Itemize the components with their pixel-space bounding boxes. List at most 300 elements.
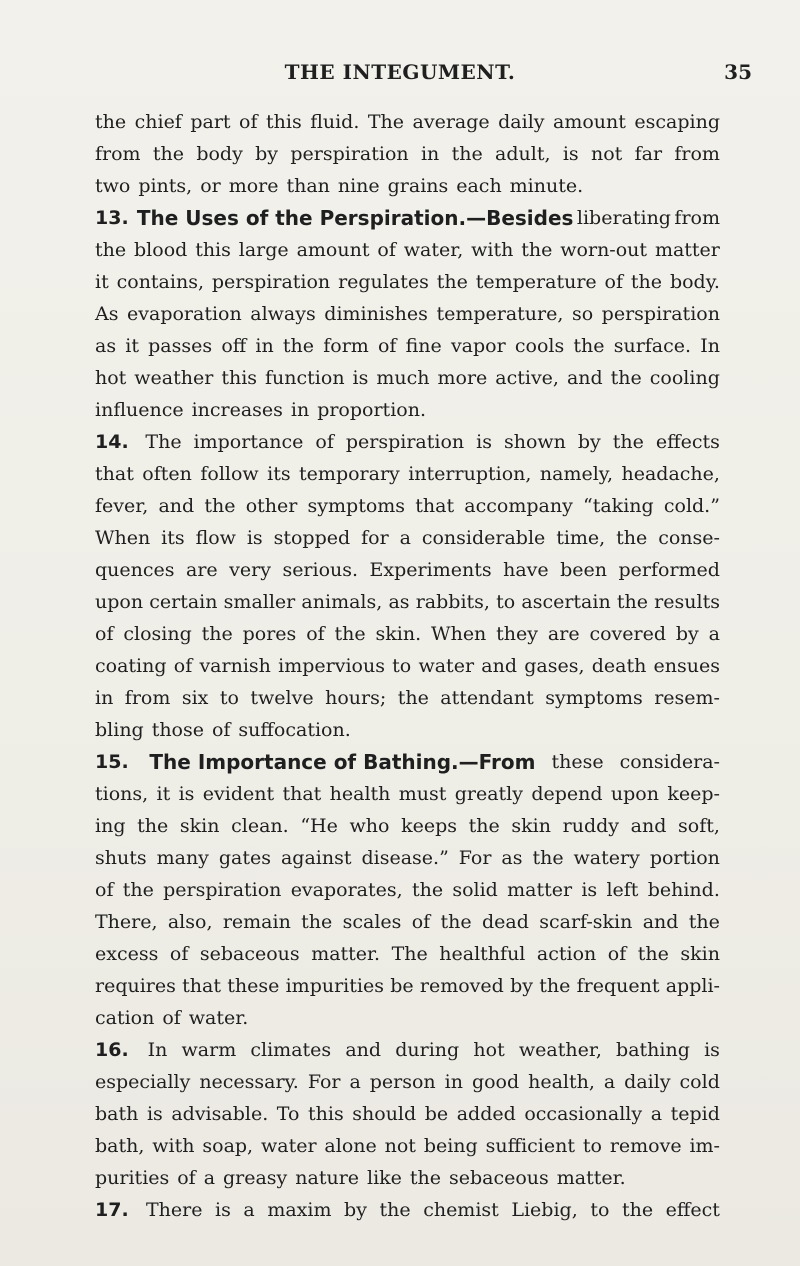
word: than xyxy=(286,175,330,197)
word: is xyxy=(352,367,369,389)
word: each xyxy=(456,175,502,197)
word: is xyxy=(215,1199,231,1221)
text-line xyxy=(95,810,720,842)
word: these xyxy=(227,975,280,997)
word: purities xyxy=(95,1167,170,1189)
word: body. xyxy=(669,271,720,293)
word: from xyxy=(95,143,141,165)
word: keep- xyxy=(667,783,720,805)
word: from xyxy=(674,207,720,229)
word: health xyxy=(329,783,391,805)
word: the xyxy=(95,111,127,133)
word: soap, xyxy=(202,1135,254,1157)
text-line xyxy=(95,842,720,874)
word: of xyxy=(95,623,114,645)
word: increases xyxy=(191,399,283,421)
word: it xyxy=(156,783,171,805)
word: headache, xyxy=(621,463,720,485)
word: In xyxy=(700,335,720,357)
text-line xyxy=(95,1194,720,1226)
word: that xyxy=(95,463,134,485)
word: the xyxy=(409,1167,442,1189)
word: of xyxy=(607,943,627,965)
word: matter xyxy=(654,239,720,261)
word: the xyxy=(411,879,444,901)
word: six xyxy=(181,687,209,709)
text-line xyxy=(95,170,720,202)
word: matter. xyxy=(556,1167,626,1189)
word: clean. xyxy=(231,815,289,837)
word: flow xyxy=(195,527,236,549)
word: the xyxy=(688,911,720,933)
word: bling xyxy=(95,719,144,741)
word: who xyxy=(349,815,390,837)
running-head xyxy=(40,60,760,88)
word: good xyxy=(471,1071,520,1093)
word: ing xyxy=(95,815,126,837)
word: person xyxy=(369,1071,436,1093)
word: “taking xyxy=(583,495,654,517)
word: pints, xyxy=(138,175,193,197)
text-line xyxy=(95,106,720,138)
word: those xyxy=(151,719,204,741)
word: of xyxy=(604,271,624,293)
word: the xyxy=(637,943,669,965)
word: There xyxy=(145,1199,203,1221)
word: to xyxy=(392,655,412,677)
word: considerable xyxy=(421,527,546,549)
word: a xyxy=(243,1199,255,1221)
word: action xyxy=(536,943,597,965)
word: of xyxy=(95,879,114,901)
word: of xyxy=(173,655,193,677)
word: the xyxy=(204,495,236,517)
word: much xyxy=(376,367,430,389)
word: temperature, xyxy=(436,303,564,325)
word: proportion. xyxy=(317,399,426,421)
word: of xyxy=(315,431,334,453)
text-line xyxy=(95,874,720,906)
paragraph-number: 14. xyxy=(95,431,129,453)
word: coating xyxy=(95,655,167,677)
word: this xyxy=(266,111,302,133)
word: the xyxy=(451,143,483,165)
word: nine xyxy=(337,175,380,197)
word: grains xyxy=(387,175,449,197)
word: to xyxy=(219,687,239,709)
word: ascertain xyxy=(521,591,611,613)
word: water. xyxy=(188,1007,249,1029)
text-line xyxy=(95,906,720,938)
word: to xyxy=(582,1135,602,1157)
word: temperature xyxy=(475,271,597,293)
word: being xyxy=(423,1135,478,1157)
word: cold.” xyxy=(663,495,720,517)
word: and xyxy=(566,367,603,389)
word: watery xyxy=(573,847,640,869)
word: effects xyxy=(655,431,720,453)
word: There, xyxy=(95,911,158,933)
word: animals, xyxy=(301,591,383,613)
word: by xyxy=(577,431,601,453)
word: the xyxy=(521,239,553,261)
word: tions, xyxy=(95,783,149,805)
word: the xyxy=(610,367,642,389)
text-line xyxy=(95,618,720,650)
word: alone xyxy=(324,1135,377,1157)
word: evident xyxy=(202,783,275,805)
word: body xyxy=(196,143,243,165)
text-line xyxy=(95,746,720,778)
word: skin xyxy=(511,815,551,837)
word: the xyxy=(440,911,472,933)
word: the xyxy=(397,687,429,709)
word: bath xyxy=(95,1103,139,1125)
word: been xyxy=(560,559,607,581)
word: tepid xyxy=(670,1103,720,1125)
word: this xyxy=(308,1103,344,1125)
word: upon xyxy=(95,591,144,613)
text-line xyxy=(95,234,720,266)
word: water xyxy=(260,1135,317,1157)
section-heading: The Importance of Bathing.—From xyxy=(149,750,536,774)
word: of xyxy=(306,623,325,645)
text-line xyxy=(95,1002,720,1034)
word: fever, xyxy=(95,495,149,517)
word: dead xyxy=(481,911,529,933)
word: cooling xyxy=(649,367,720,389)
word: bath, xyxy=(95,1135,145,1157)
word: symptoms xyxy=(545,687,643,709)
word: remain xyxy=(222,911,291,933)
word: The xyxy=(145,431,182,453)
word: closing xyxy=(123,623,192,645)
word: daily xyxy=(498,111,545,133)
word: is xyxy=(246,527,263,549)
word: scales xyxy=(342,911,402,933)
word: attendant xyxy=(440,687,534,709)
word: is xyxy=(178,783,195,805)
word: greasy xyxy=(222,1167,288,1189)
word: chemist xyxy=(423,1199,499,1221)
word: scarf-skin xyxy=(539,911,633,933)
text-line xyxy=(95,778,720,810)
word: impurities xyxy=(285,975,384,997)
section-heading: The Uses of the Perspiration.—Besides xyxy=(136,206,574,230)
text-line xyxy=(95,298,720,330)
word: the xyxy=(201,623,233,645)
word: by xyxy=(675,623,699,645)
word: is xyxy=(476,431,492,453)
text-line xyxy=(95,202,720,234)
word: liberating xyxy=(576,207,671,229)
word: importance xyxy=(193,431,304,453)
word: is xyxy=(562,143,579,165)
text-line xyxy=(95,522,720,554)
word: shown xyxy=(503,431,566,453)
word: surface. xyxy=(613,335,692,357)
word: shuts xyxy=(95,847,147,869)
word: often xyxy=(142,463,192,485)
word: death xyxy=(591,655,647,677)
word: quences xyxy=(95,559,175,581)
word: results xyxy=(654,591,720,613)
word: The xyxy=(367,111,405,133)
word: the xyxy=(379,1199,411,1221)
word: part xyxy=(190,111,231,133)
paragraph-number: 17. xyxy=(95,1199,129,1221)
word: large xyxy=(238,239,289,261)
word: passes xyxy=(148,335,213,357)
word: keeps xyxy=(401,815,458,837)
word: fluid. xyxy=(310,111,360,133)
word: a xyxy=(603,1071,616,1093)
text-line xyxy=(95,938,720,970)
word: When xyxy=(431,623,487,645)
text-line xyxy=(95,1066,720,1098)
word: requires xyxy=(95,975,176,997)
word: nature xyxy=(295,1167,360,1189)
word: as xyxy=(501,847,523,869)
word: regulates xyxy=(338,271,429,293)
word: this xyxy=(195,239,231,261)
word: amount xyxy=(296,239,370,261)
word: of xyxy=(211,719,231,741)
word: a xyxy=(650,1103,663,1125)
word: to xyxy=(590,1199,610,1221)
word: skin. xyxy=(375,623,422,645)
word: that xyxy=(415,495,455,517)
word: follow xyxy=(200,463,259,485)
text-line xyxy=(95,586,720,618)
word: frequent xyxy=(576,975,660,997)
word: daily xyxy=(624,1071,671,1093)
word: with xyxy=(471,239,514,261)
word: like xyxy=(367,1167,402,1189)
word: worn-out xyxy=(560,239,648,261)
word: so xyxy=(571,303,594,325)
word: suffocation. xyxy=(238,719,351,741)
word: the xyxy=(468,815,500,837)
word: appli- xyxy=(665,975,720,997)
word: of xyxy=(177,1167,196,1189)
word: time, xyxy=(556,527,606,549)
word: by xyxy=(510,975,533,997)
word: of xyxy=(162,1007,181,1029)
text-line xyxy=(95,1130,720,1162)
word: Liebig, xyxy=(511,1199,578,1221)
word: the xyxy=(137,815,169,837)
word: the xyxy=(616,591,648,613)
word: warm xyxy=(181,1039,237,1061)
text-line xyxy=(95,266,720,298)
word: far xyxy=(634,143,663,165)
word: the xyxy=(122,879,154,901)
word: a xyxy=(203,1167,216,1189)
word: other xyxy=(245,495,298,517)
word: the xyxy=(616,527,648,549)
word: and xyxy=(642,911,679,933)
text-line xyxy=(95,970,720,1002)
word: resem- xyxy=(654,687,720,709)
word: soft, xyxy=(678,815,720,837)
word: healthful xyxy=(439,943,526,965)
word: perspiration xyxy=(601,303,720,325)
word: by xyxy=(344,1199,367,1221)
word: conse- xyxy=(658,527,720,549)
text-line xyxy=(95,458,720,490)
word: perspiration xyxy=(290,143,409,165)
word: upon xyxy=(610,783,659,805)
word: of xyxy=(377,239,396,261)
word: namely, xyxy=(539,463,614,485)
word: is xyxy=(146,1103,163,1125)
paragraph-number: 16. xyxy=(95,1039,129,1061)
word: solid xyxy=(452,879,498,901)
word: very xyxy=(229,559,271,581)
word: during xyxy=(395,1039,460,1061)
word: cation xyxy=(95,1007,155,1029)
word: as xyxy=(388,591,410,613)
word: fine xyxy=(405,335,442,357)
paragraph-number: 15. xyxy=(95,751,129,773)
word: active, xyxy=(495,367,559,389)
word: that xyxy=(182,975,221,997)
word: minute. xyxy=(509,175,584,197)
word: function xyxy=(265,367,345,389)
word: escaping xyxy=(634,111,720,133)
text-line xyxy=(95,1034,720,1066)
word: from xyxy=(674,143,720,165)
text-line xyxy=(95,554,720,586)
body-text xyxy=(95,106,720,1226)
word: depend xyxy=(531,783,603,805)
word: accompany xyxy=(464,495,573,517)
word: symptoms xyxy=(307,495,406,517)
word: is xyxy=(704,1039,720,1061)
word: the xyxy=(612,431,644,453)
word: a xyxy=(399,527,411,549)
word: evaporates, xyxy=(290,879,403,901)
word: performed xyxy=(618,559,720,581)
word: the xyxy=(621,1199,654,1221)
word: sebaceous xyxy=(448,1167,549,1189)
word: are xyxy=(186,559,218,581)
word: it xyxy=(95,271,109,293)
text-line xyxy=(95,714,720,746)
word: disease.” xyxy=(361,847,449,869)
word: left xyxy=(606,879,639,901)
word: im- xyxy=(689,1135,720,1157)
text-line xyxy=(95,362,720,394)
word: of xyxy=(377,335,397,357)
word: water xyxy=(418,655,475,677)
word: in xyxy=(95,687,114,709)
word: the xyxy=(301,911,333,933)
word: its xyxy=(161,527,185,549)
word: hot xyxy=(473,1039,505,1061)
word: to xyxy=(496,591,516,613)
text-line xyxy=(95,330,720,362)
text-line xyxy=(95,682,720,714)
word: When xyxy=(95,527,151,549)
word: behind. xyxy=(647,879,720,901)
word: and xyxy=(630,815,667,837)
word: necessary. xyxy=(199,1071,299,1093)
word: have xyxy=(503,559,549,581)
word: weather, xyxy=(518,1039,602,1061)
word: gases, xyxy=(524,655,585,677)
word: especially xyxy=(95,1071,191,1093)
paragraph-number: 13. xyxy=(95,207,129,229)
word: temporary xyxy=(299,463,400,485)
text-line xyxy=(95,650,720,682)
word: the xyxy=(95,239,127,261)
word: average xyxy=(412,111,490,133)
text-line xyxy=(95,1098,720,1130)
word: water, xyxy=(403,239,464,261)
word: added xyxy=(456,1103,516,1125)
text-line xyxy=(95,490,720,522)
word: ruddy xyxy=(562,815,620,837)
word: many xyxy=(156,847,209,869)
word: “He xyxy=(300,815,338,837)
word: perspiration xyxy=(211,271,331,293)
word: they xyxy=(496,623,539,645)
word: pores xyxy=(242,623,297,645)
word: hours; xyxy=(325,687,387,709)
word: interruption, xyxy=(408,463,532,485)
word: from xyxy=(124,687,171,709)
word: health, xyxy=(528,1071,595,1093)
word: adult, xyxy=(495,143,551,165)
word: it xyxy=(125,335,139,357)
word: the xyxy=(436,271,468,293)
word: covered xyxy=(589,623,666,645)
word: smaller xyxy=(223,591,296,613)
word: sufficient xyxy=(485,1135,575,1157)
word: bathing xyxy=(616,1039,690,1061)
word: cold xyxy=(679,1071,720,1093)
word: portion xyxy=(649,847,720,869)
word: ensues xyxy=(653,655,720,677)
word: remove xyxy=(609,1135,682,1157)
word: the xyxy=(573,335,605,357)
word: are xyxy=(547,623,580,645)
word: and xyxy=(345,1039,382,1061)
word: or xyxy=(200,175,221,197)
word: the xyxy=(630,271,663,293)
word: these xyxy=(551,751,604,773)
word: skin xyxy=(179,815,220,837)
word: twelve xyxy=(250,687,314,709)
text-line xyxy=(95,426,720,458)
word: for xyxy=(361,527,389,549)
word: impervious xyxy=(278,655,385,677)
word: also, xyxy=(167,911,213,933)
word: diminishes xyxy=(324,303,428,325)
word: stopped xyxy=(273,527,351,549)
word: influence xyxy=(95,399,184,421)
word: chief xyxy=(134,111,182,133)
text-line xyxy=(95,1162,720,1194)
word: the xyxy=(334,623,366,645)
word: with xyxy=(152,1135,195,1157)
word: sebaceous xyxy=(199,943,300,965)
word: effect xyxy=(665,1199,720,1221)
word: and xyxy=(158,495,195,517)
word: this xyxy=(221,367,258,389)
